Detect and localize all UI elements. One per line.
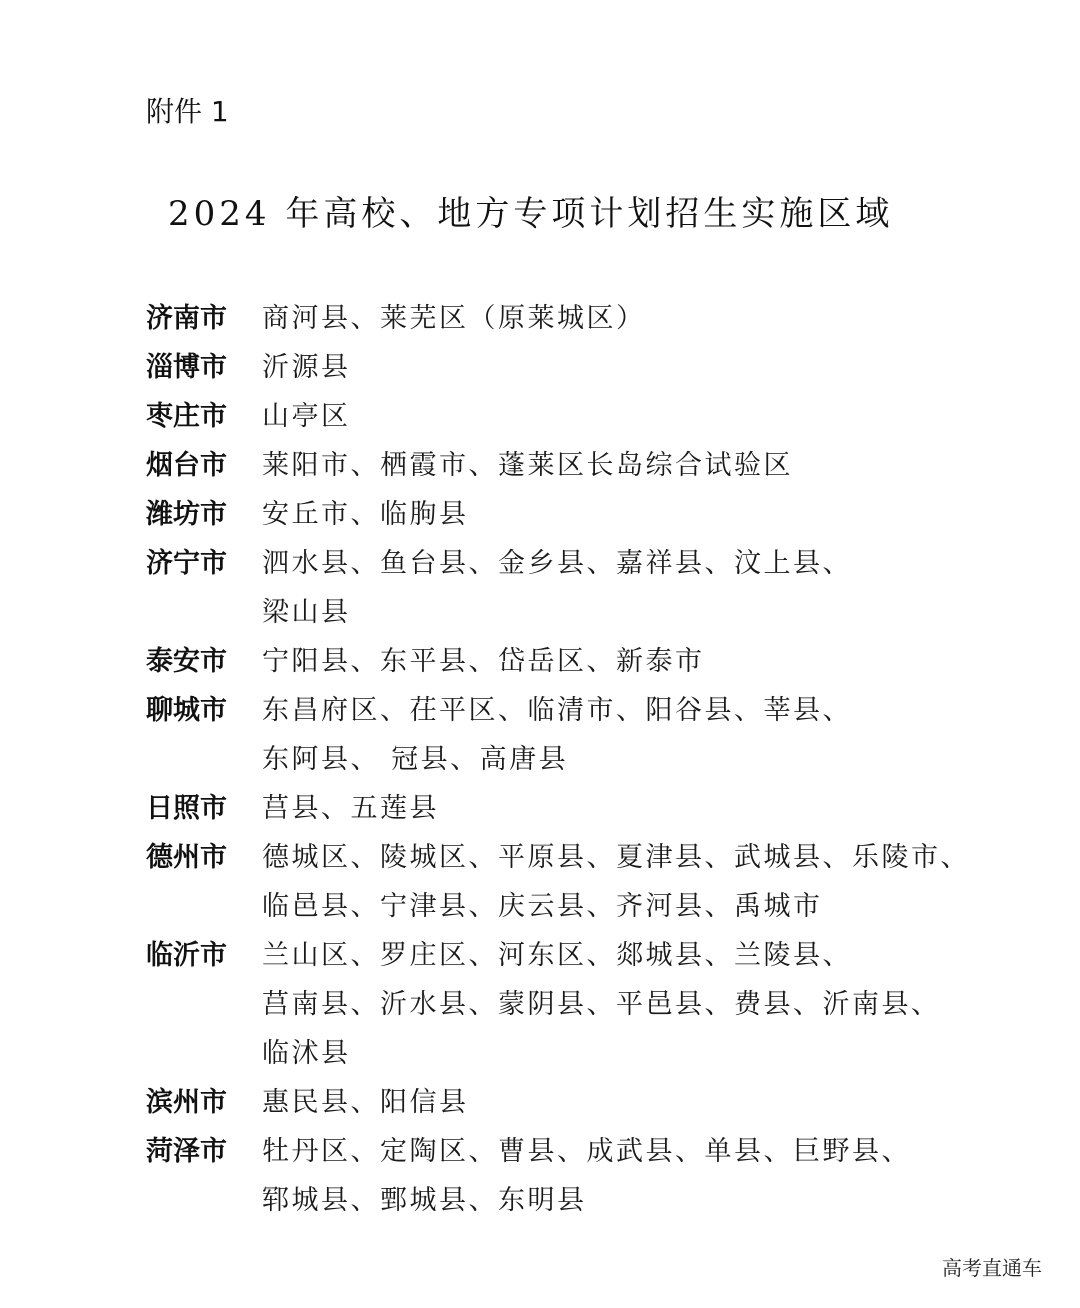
- county-line: 泗水县、鱼台县、金乡县、嘉祥县、汶上县、: [262, 548, 852, 579]
- county-line: 莒南县、沂水县、蒙阴县、平邑县、费县、沂南县、: [262, 989, 941, 1020]
- county-line: 德城区、陵城区、平原县、夏津县、武城县、乐陵市、: [262, 842, 970, 873]
- county-line: 安丘市、临朐县: [262, 499, 469, 530]
- region-row: [146, 637, 966, 686]
- county-line: 商河县、莱芜区（原莱城区）: [262, 303, 646, 334]
- region-row: [146, 784, 966, 833]
- county-list: [262, 833, 970, 931]
- city-name: 德州市: [146, 842, 227, 873]
- county-list: [262, 490, 966, 539]
- county-list: [262, 441, 966, 490]
- county-line: 临沭县: [262, 1038, 351, 1069]
- county-list: [262, 931, 966, 1078]
- city-name: 济南市: [146, 303, 227, 334]
- county-line: 宁阳县、东平县、岱岳区、新泰市: [262, 646, 705, 677]
- region-row: [146, 490, 966, 539]
- city-name: 济宁市: [146, 548, 227, 579]
- county-list: [262, 392, 966, 441]
- region-row: [146, 294, 966, 343]
- region-row: [146, 343, 966, 392]
- county-line: 梁山县: [262, 597, 351, 628]
- city-name: 菏泽市: [146, 1136, 227, 1167]
- county-line: 东阿县、 冠县、高唐县: [262, 744, 569, 775]
- region-row: [146, 539, 966, 637]
- watermark: 高考直通车: [942, 1256, 1042, 1280]
- region-row: [146, 1078, 966, 1127]
- region-row: [146, 686, 966, 784]
- region-list: [146, 294, 970, 1225]
- region-row: [146, 441, 966, 490]
- region-row: [146, 833, 970, 931]
- county-line: 东昌府区、茌平区、临清市、阳谷县、莘县、: [262, 695, 852, 726]
- county-list: [262, 539, 966, 637]
- county-line: 郓城县、鄄城县、东明县: [262, 1185, 587, 1216]
- county-line: 莒县、五莲县: [262, 793, 439, 824]
- county-line: 惠民县、阳信县: [262, 1087, 469, 1118]
- city-name: 聊城市: [146, 695, 227, 726]
- region-row: [146, 1127, 966, 1225]
- region-row: [146, 931, 966, 1078]
- county-list: [262, 1078, 966, 1127]
- county-list: [262, 686, 966, 784]
- city-name: 临沂市: [146, 940, 227, 971]
- city-name: 淄博市: [146, 352, 227, 383]
- county-line: 莱阳市、栖霞市、蓬莱区长岛综合试验区: [262, 450, 793, 481]
- city-name: 日照市: [146, 793, 227, 824]
- county-list: [262, 637, 966, 686]
- region-row: [146, 392, 966, 441]
- county-line: 沂源县: [262, 352, 351, 383]
- county-line: 兰山区、罗庄区、河东区、郯城县、兰陵县、: [262, 940, 852, 971]
- county-list: [262, 784, 966, 833]
- city-name: 潍坊市: [146, 499, 227, 530]
- county-list: [262, 1127, 966, 1225]
- county-list: [262, 343, 966, 392]
- attachment-label: 附件 1: [146, 95, 229, 128]
- county-list: [262, 294, 966, 343]
- county-line: 山亭区: [262, 401, 351, 432]
- county-line: 临邑县、宁津县、庆云县、齐河县、禹城市: [262, 891, 823, 922]
- document-title: 2024 年高校、地方专项计划招生实施区域: [168, 194, 894, 234]
- city-name: 枣庄市: [146, 401, 227, 432]
- city-name: 烟台市: [146, 450, 227, 481]
- county-line: 牡丹区、定陶区、曹县、成武县、单县、巨野县、: [262, 1136, 911, 1167]
- city-name: 泰安市: [146, 646, 227, 677]
- city-name: 滨州市: [146, 1087, 227, 1118]
